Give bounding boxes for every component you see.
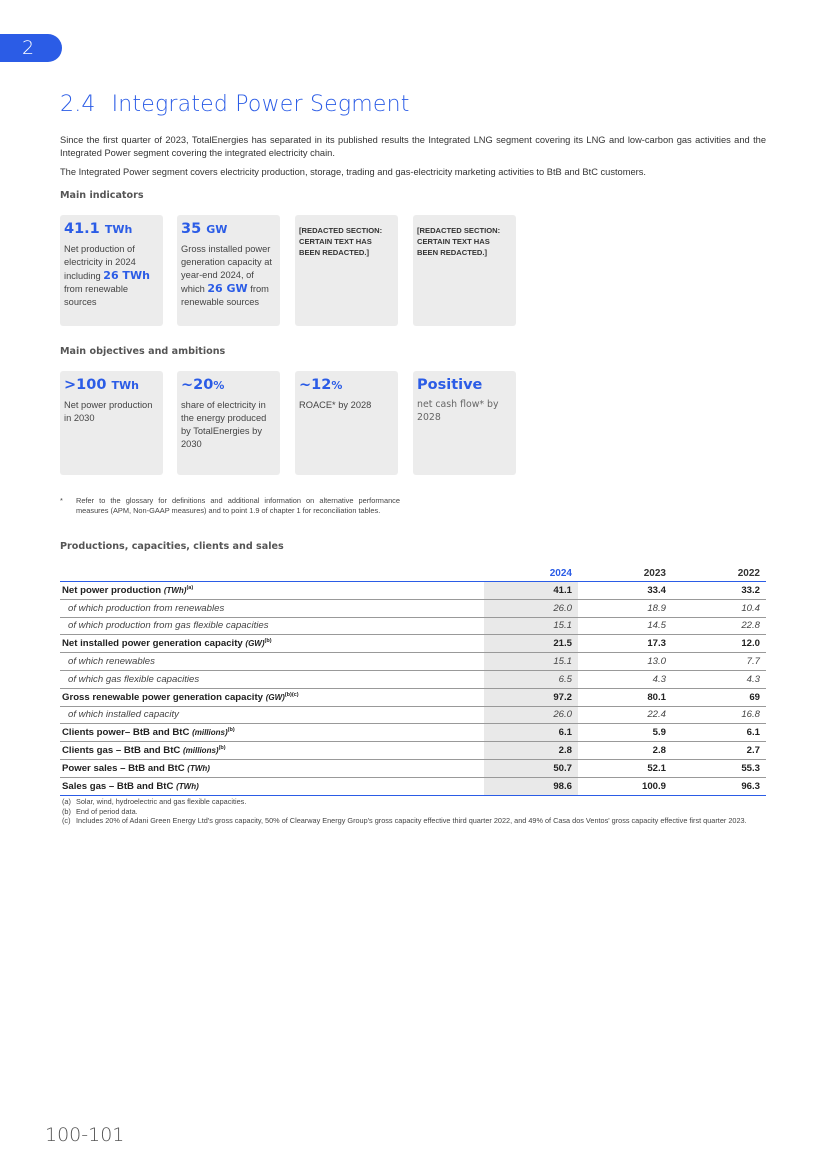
value-2022: 33.2	[672, 582, 766, 600]
row-label-text: of which renewables	[68, 656, 155, 668]
header-2024: 2024	[484, 565, 578, 582]
note-mark: (b)	[62, 806, 71, 816]
table-row	[60, 724, 766, 742]
main-indicators-heading: Main indicators	[60, 190, 144, 201]
value-2024: 50.7	[484, 759, 578, 777]
value-2023: 33.4	[578, 582, 672, 600]
footnote-text: Refer to the glossary for definitions and additional information on alternative performance measures (APM, Non-GAAP measures) and to point 1.9 of chapter 1 for reconciliation tables.	[76, 496, 400, 515]
table-heading: Productions, capacities, clients and sales	[60, 541, 284, 552]
row-label	[60, 724, 484, 742]
value-2023: 80.1	[578, 688, 672, 706]
row-label-text: Net power production	[62, 584, 162, 596]
indicator-card-redacted-1	[295, 215, 398, 326]
note-text: End of period data.	[76, 806, 138, 816]
row-label	[60, 706, 484, 724]
kpi-description: ROACE* by 2028	[299, 400, 372, 410]
row-footnote-ref: (b)	[264, 638, 272, 645]
intro-paragraph-2: The Integrated Power segment covers electricity production, storage, trading and gas-electricity marketing activities to BtB and BtC customers.	[60, 167, 646, 177]
kpi-text: from renewable sources	[64, 284, 129, 307]
value-2023: 5.9	[578, 724, 672, 742]
row-footnote-ref: (a)	[186, 584, 194, 591]
kpi-number: 35	[181, 221, 202, 237]
kpi-unit: TWh	[104, 223, 133, 236]
row-footnote-ref: (b)	[227, 727, 235, 734]
row-label-text: Clients power– BtB and BtC	[62, 727, 190, 739]
table-row	[60, 688, 766, 706]
kpi-value	[299, 376, 394, 395]
kpi-description: net cash flow* by 2028	[417, 399, 499, 423]
redacted-text: [REDACTED SECTION: CERTAIN TEXT HAS BEEN REDACTED.]	[299, 226, 383, 257]
row-unit: (TWh)	[187, 763, 210, 773]
kpi-text: Net production of electricity in 2024 including	[64, 244, 136, 281]
row-label	[60, 635, 484, 653]
note-text: Solar, wind, hydroelectric and gas flexible capacities.	[76, 797, 247, 806]
value-2023: 100.9	[578, 777, 672, 795]
page-number: 100-101	[45, 1124, 125, 1146]
header-2023: 2023	[643, 567, 666, 579]
value-2022: 4.3	[672, 670, 766, 688]
header-2022: 2022	[737, 567, 760, 579]
value-2024: 97.2	[484, 688, 578, 706]
kpi-number: ~20	[181, 377, 214, 393]
kpi-description	[181, 243, 276, 309]
value-2022: 55.3	[672, 759, 766, 777]
intro-paragraph-1: Since the first quarter of 2023, TotalEnergies has separated in its published results the Integrated LNG segment covering its LNG and low-carbon gas activities and the Integrated Power segment covering the integrated electricity chain.	[60, 135, 766, 158]
value-2023: 22.4	[578, 706, 672, 724]
value-2023: 52.1	[578, 759, 672, 777]
row-label-text: Sales gas – BtB and BtC	[62, 780, 174, 792]
table-row	[60, 617, 766, 635]
objectives-heading: Main objectives and ambitions	[60, 346, 226, 357]
value-2024: 6.5	[484, 670, 578, 688]
table-row	[60, 635, 766, 653]
table-row	[60, 742, 766, 760]
indicator-card-redacted-2	[413, 215, 516, 326]
chapter-tab: 2	[0, 34, 62, 62]
note-mark: (c)	[62, 816, 71, 825]
kpi-value	[417, 376, 512, 394]
objective-card-share	[177, 371, 280, 475]
value-2024: 15.1	[484, 653, 578, 671]
value-2023: 14.5	[578, 617, 672, 635]
value-2022: 22.8	[672, 617, 766, 635]
row-footnote-ref: (b)(c)	[284, 691, 299, 698]
kpi-description: Net power production in 2030	[64, 400, 153, 423]
kpi-value	[181, 376, 276, 395]
value-2024: 21.5	[484, 635, 578, 653]
table-row	[60, 582, 766, 600]
table-row	[60, 759, 766, 777]
row-unit: (GW)	[265, 692, 285, 702]
objective-card-cashflow	[413, 371, 516, 475]
value-2022: 69	[672, 688, 766, 706]
indicator-card-capacity	[177, 215, 280, 326]
kpi-highlight: 26 TWh	[103, 269, 150, 282]
row-label-text: of which gas flexible capacities	[68, 673, 200, 685]
kpi-value	[64, 220, 159, 239]
kpi-text: Gross installed power generation capacity at year-end 2024, of which	[181, 244, 272, 294]
row-label	[60, 582, 484, 600]
value-2023: 17.3	[578, 635, 672, 653]
value-2022: 6.1	[672, 724, 766, 742]
value-2023: 18.9	[578, 599, 672, 617]
table-note	[60, 807, 766, 817]
kpi-unit: GW	[206, 223, 228, 236]
objective-card-roace	[295, 371, 398, 475]
row-label	[60, 599, 484, 617]
production-table	[60, 565, 766, 796]
indicator-card-production	[60, 215, 163, 326]
kpi-unit: %	[213, 379, 225, 392]
section-number: 2.4	[60, 92, 96, 117]
kpi-number: ~12	[299, 377, 332, 393]
row-label	[60, 688, 484, 706]
row-label-text: Power sales – BtB and BtC	[62, 762, 185, 774]
row-label-text: of which installed capacity	[68, 709, 179, 721]
table-header-row	[60, 565, 766, 582]
value-2022: 7.7	[672, 653, 766, 671]
note-text: Includes 20% of Adani Green Energy Ltd's gross capacity, 50% of Clearway Energy Group's gross capacity effective third quarter 2022, and 49% of Casa dos Ventos' gross capacity effective first quarter 2023.	[76, 816, 747, 825]
table-row	[60, 777, 766, 795]
row-unit: (TWh)	[176, 781, 199, 791]
value-2023: 2.8	[578, 742, 672, 760]
value-2023: 13.0	[578, 653, 672, 671]
value-2023: 4.3	[578, 670, 672, 688]
value-2024: 6.1	[484, 724, 578, 742]
kpi-value	[181, 220, 276, 239]
row-label	[60, 617, 484, 635]
value-2022: 16.8	[672, 706, 766, 724]
value-2022: 2.7	[672, 742, 766, 760]
row-unit: (millions)	[183, 746, 219, 756]
table-row	[60, 670, 766, 688]
row-label	[60, 653, 484, 671]
kpi-number: 41.1	[64, 221, 100, 237]
objective-card-production	[60, 371, 163, 475]
row-unit: (millions)	[192, 728, 228, 738]
value-2024: 26.0	[484, 706, 578, 724]
value-2024: 15.1	[484, 617, 578, 635]
row-label	[60, 777, 484, 795]
row-label-text: of which production from gas flexible capacities	[68, 620, 269, 632]
kpi-number: >100	[64, 377, 107, 393]
row-label	[60, 670, 484, 688]
row-footnote-ref: (b)	[218, 744, 226, 751]
star-footnote	[60, 496, 400, 516]
row-label-text: of which production from renewables	[68, 602, 225, 614]
kpi-description	[64, 243, 159, 309]
section-title	[60, 92, 410, 117]
row-label-text: Net installed power generation capacity	[62, 638, 243, 650]
table-note	[60, 816, 766, 826]
note-mark: (a)	[62, 797, 71, 806]
row-label	[60, 742, 484, 760]
table-note	[60, 797, 766, 807]
row-label-text: Gross renewable power generation capacity	[62, 691, 264, 703]
row-unit: (GW)	[245, 639, 265, 649]
kpi-number: Positive	[417, 377, 483, 393]
row-label-text: Clients gas – BtB and BtC	[62, 745, 181, 757]
kpi-value	[64, 376, 159, 395]
value-2022: 12.0	[672, 635, 766, 653]
redacted-text: [REDACTED SECTION: CERTAIN TEXT HAS BEEN REDACTED.]	[417, 226, 501, 257]
table-row	[60, 599, 766, 617]
footnote-mark: *	[60, 496, 63, 505]
section-title-text: Integrated Power Segment	[111, 92, 410, 117]
kpi-unit: %	[331, 379, 343, 392]
value-2022: 10.4	[672, 599, 766, 617]
value-2024: 98.6	[484, 777, 578, 795]
table-row	[60, 706, 766, 724]
table-row	[60, 653, 766, 671]
row-unit: (TWh)	[163, 585, 187, 595]
kpi-text: from renewable sources	[181, 284, 269, 307]
kpi-description: share of electricity in the energy produced by TotalEnergies by 2030	[181, 400, 267, 449]
value-2024: 41.1	[484, 582, 578, 600]
header-label-cell	[60, 565, 484, 582]
value-2024: 2.8	[484, 742, 578, 760]
kpi-unit: TWh	[111, 379, 139, 392]
row-label	[60, 759, 484, 777]
table-notes	[60, 797, 766, 826]
kpi-highlight: 26 GW	[207, 282, 248, 295]
value-2022: 96.3	[672, 777, 766, 795]
value-2024: 26.0	[484, 599, 578, 617]
